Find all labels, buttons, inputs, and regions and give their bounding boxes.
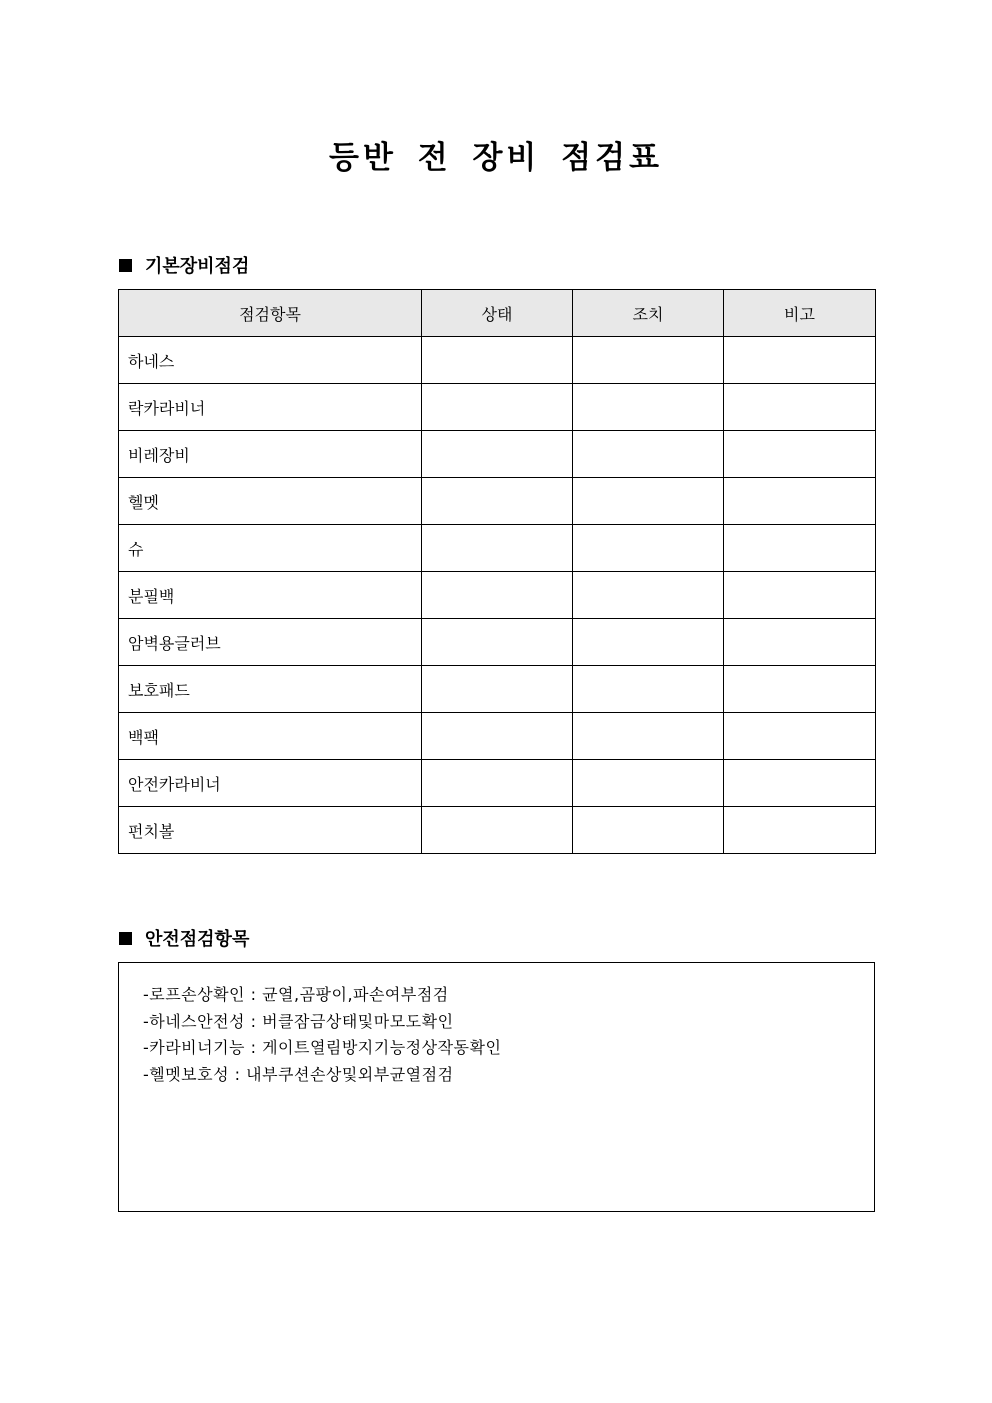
status-cell[interactable] bbox=[422, 619, 573, 666]
status-cell[interactable] bbox=[422, 807, 573, 854]
action-cell[interactable] bbox=[573, 525, 724, 572]
list-item: -로프손상확인 : 균열,곰팡이,파손여부점검 bbox=[143, 985, 449, 1004]
action-cell[interactable] bbox=[573, 478, 724, 525]
note-cell[interactable] bbox=[724, 478, 876, 525]
status-cell[interactable] bbox=[422, 666, 573, 713]
item-cell: 하네스 bbox=[119, 337, 422, 384]
action-cell[interactable] bbox=[573, 666, 724, 713]
table-row bbox=[119, 525, 876, 572]
item-cell: 분필백 bbox=[119, 572, 422, 619]
note-cell[interactable] bbox=[724, 760, 876, 807]
section-heading-label: 기본장비점검 bbox=[145, 256, 250, 277]
item-cell: 락카라비너 bbox=[119, 384, 422, 431]
note-cell[interactable] bbox=[724, 572, 876, 619]
column-header-note: 비고 bbox=[724, 290, 876, 337]
action-cell[interactable] bbox=[573, 760, 724, 807]
action-cell[interactable] bbox=[573, 337, 724, 384]
status-cell[interactable] bbox=[422, 713, 573, 760]
table-row bbox=[119, 807, 876, 854]
table-row bbox=[119, 572, 876, 619]
action-cell[interactable] bbox=[573, 384, 724, 431]
column-header-item: 점검항목 bbox=[119, 290, 422, 337]
status-cell[interactable] bbox=[422, 572, 573, 619]
page-title: 등반 전 장비 점검표 bbox=[329, 140, 663, 176]
note-cell[interactable] bbox=[724, 384, 876, 431]
black-square-icon bbox=[119, 259, 132, 272]
status-cell[interactable] bbox=[422, 478, 573, 525]
table-row bbox=[119, 478, 876, 525]
note-cell[interactable] bbox=[724, 666, 876, 713]
table-row bbox=[119, 713, 876, 760]
item-cell: 슈 bbox=[119, 525, 422, 572]
action-cell[interactable] bbox=[573, 807, 724, 854]
table-row bbox=[119, 431, 876, 478]
note-cell[interactable] bbox=[724, 337, 876, 384]
section-heading-safety-check bbox=[119, 925, 249, 951]
section-heading-label: 안전점검항목 bbox=[145, 929, 250, 950]
column-header-action: 조치 bbox=[573, 290, 724, 337]
status-cell[interactable] bbox=[422, 525, 573, 572]
list-item: -헬멧보호성 : 내부쿠션손상및외부균열점검 bbox=[143, 1064, 454, 1084]
note-cell[interactable] bbox=[724, 525, 876, 572]
item-cell: 보호패드 bbox=[119, 666, 422, 713]
equipment-checklist-table bbox=[118, 289, 876, 854]
note-cell[interactable] bbox=[724, 807, 876, 854]
safety-check-notes-box bbox=[118, 962, 875, 1212]
note-cell[interactable] bbox=[724, 619, 876, 666]
action-cell[interactable] bbox=[573, 713, 724, 760]
column-header-status: 상태 bbox=[422, 290, 573, 337]
table-row bbox=[119, 337, 876, 384]
status-cell[interactable] bbox=[422, 431, 573, 478]
safety-check-list bbox=[119, 963, 874, 1088]
note-cell[interactable] bbox=[724, 713, 876, 760]
list-item: -하네스안전성 : 버클잠금상태및마모도확인 bbox=[143, 1011, 454, 1031]
table-row bbox=[119, 619, 876, 666]
black-square-icon bbox=[119, 932, 132, 945]
note-cell[interactable] bbox=[724, 431, 876, 478]
item-cell: 백팩 bbox=[119, 713, 422, 760]
section-heading-basic-equipment bbox=[119, 252, 249, 278]
table-row bbox=[119, 666, 876, 713]
table-row bbox=[119, 384, 876, 431]
table-header-row bbox=[119, 290, 876, 337]
action-cell[interactable] bbox=[573, 619, 724, 666]
item-cell: 암벽용글러브 bbox=[119, 619, 422, 666]
item-cell: 비레장비 bbox=[119, 431, 422, 478]
item-cell: 펀치볼 bbox=[119, 807, 422, 854]
table-row bbox=[119, 760, 876, 807]
action-cell[interactable] bbox=[573, 572, 724, 619]
action-cell[interactable] bbox=[573, 431, 724, 478]
status-cell[interactable] bbox=[422, 760, 573, 807]
list-item: -카라비너기능 : 게이트열림방지기능정상작동확인 bbox=[143, 1038, 502, 1057]
status-cell[interactable] bbox=[422, 337, 573, 384]
item-cell: 안전카라비너 bbox=[119, 760, 422, 807]
status-cell[interactable] bbox=[422, 384, 573, 431]
item-cell: 헬멧 bbox=[119, 478, 422, 525]
